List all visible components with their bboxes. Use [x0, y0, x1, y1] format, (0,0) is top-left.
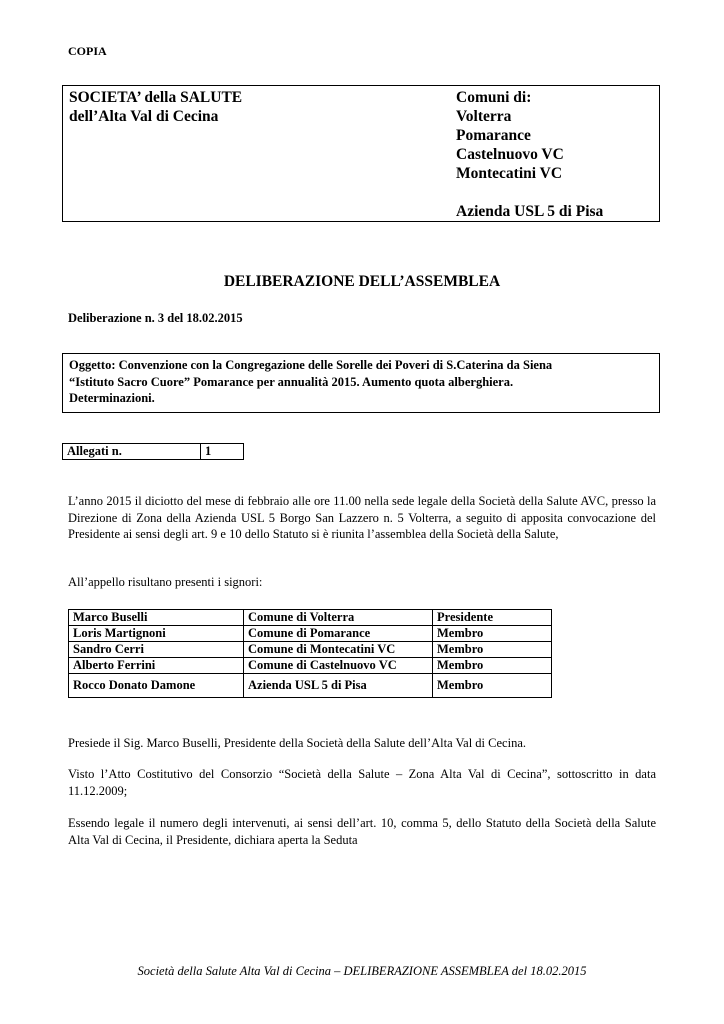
copia-label: COPIA: [68, 44, 107, 58]
delibera-number: Deliberazione n. 3 del 18.02.2015: [68, 311, 243, 325]
intro-paragraph: L’anno 2015 il diciotto del mese di febbraio alle ore 11.00 nella sede legale della Società della Salute AVC, presso la Direzione di Zona della Azienda USL 5 Borgo San Lazzero n. 5 Volterra, a seguito di apposita convocazione del Presidente ai sensi degli art. 9 e 10 dello Statuto si è riunita l’assemblea della Società della Salute,: [68, 494, 656, 541]
organization-name: [69, 88, 242, 126]
comune-item: Pomarance: [456, 127, 531, 144]
presiede-paragraph: Presiede il Sig. Marco Buselli, Presidente della Società della Salute dell’Alta Val di Cecina.: [68, 736, 526, 750]
essendo-paragraph: Essendo legale il numero degli intervenuti, ai sensi dell’art. 10, comma 5, dello Statuto della Società della Salute Alta Val di Cecina, il Presidente, dichiara aperta la Seduta: [68, 816, 656, 847]
member-role: Membro: [433, 658, 552, 674]
comuni-list: [456, 88, 603, 221]
presenti-table: [68, 609, 552, 698]
visto-paragraph: Visto l’Atto Costitutivo del Consorzio “Società della Salute – Zona Alta Val di Cecina”, sottoscritto in data 11.12.2009;: [68, 767, 656, 798]
member-ente: Azienda USL 5 di Pisa: [244, 674, 433, 698]
allegati-value: 1: [201, 444, 244, 460]
oggetto-box: [62, 353, 660, 413]
comune-item: Montecatini VC: [456, 165, 563, 182]
allegati-label: Allegati n.: [63, 444, 201, 460]
appello-paragraph: All’appello risultano presenti i signori:: [68, 575, 263, 589]
member-name: Loris Martignoni: [69, 626, 244, 642]
comune-item: Castelnuovo VC: [456, 146, 564, 163]
table-row: [69, 642, 552, 658]
member-role: Membro: [433, 642, 552, 658]
member-role: Presidente: [433, 610, 552, 626]
member-name: Sandro Cerri: [69, 642, 244, 658]
org-line-1: SOCIETA’ della SALUTE: [69, 89, 243, 106]
azienda-name: Azienda USL 5 di Pisa: [456, 203, 604, 220]
member-ente: Comune di Pomarance: [244, 626, 433, 642]
member-ente: Comune di Volterra: [244, 610, 433, 626]
oggetto-line: Determinazioni.: [69, 391, 155, 405]
table-row: [69, 610, 552, 626]
oggetto-line: “Istituto Sacro Cuore” Pomarance per annualità 2015. Aumento quota alberghiera.: [69, 374, 514, 389]
header-box: [62, 85, 660, 222]
table-row: [69, 658, 552, 674]
org-line-2: dell’Alta Val di Cecina: [69, 108, 219, 125]
member-name: Rocco Donato Damone: [69, 674, 244, 698]
member-name: Alberto Ferrini: [69, 658, 244, 674]
comune-item: Volterra: [456, 108, 512, 125]
member-ente: Comune di Castelnuovo VC: [244, 658, 433, 674]
page-title: DELIBERAZIONE DELL’ASSEMBLEA: [223, 273, 501, 290]
page-footer: Società della Salute Alta Val di Cecina – DELIBERAZIONE ASSEMBLEA del 18.02.2015: [137, 964, 587, 978]
allegati-table: [62, 443, 244, 460]
oggetto-line: Oggetto: Convenzione con la Congregazione delle Sorelle dei Poveri di S.Caterina da Siena: [69, 358, 553, 372]
member-role: Membro: [433, 626, 552, 642]
table-row: [69, 626, 552, 642]
table-row: [69, 674, 552, 698]
member-name: Marco Buselli: [69, 610, 244, 626]
member-ente: Comune di Montecatini VC: [244, 642, 433, 658]
comuni-label: Comuni di:: [456, 89, 532, 106]
member-role: Membro: [433, 674, 552, 698]
